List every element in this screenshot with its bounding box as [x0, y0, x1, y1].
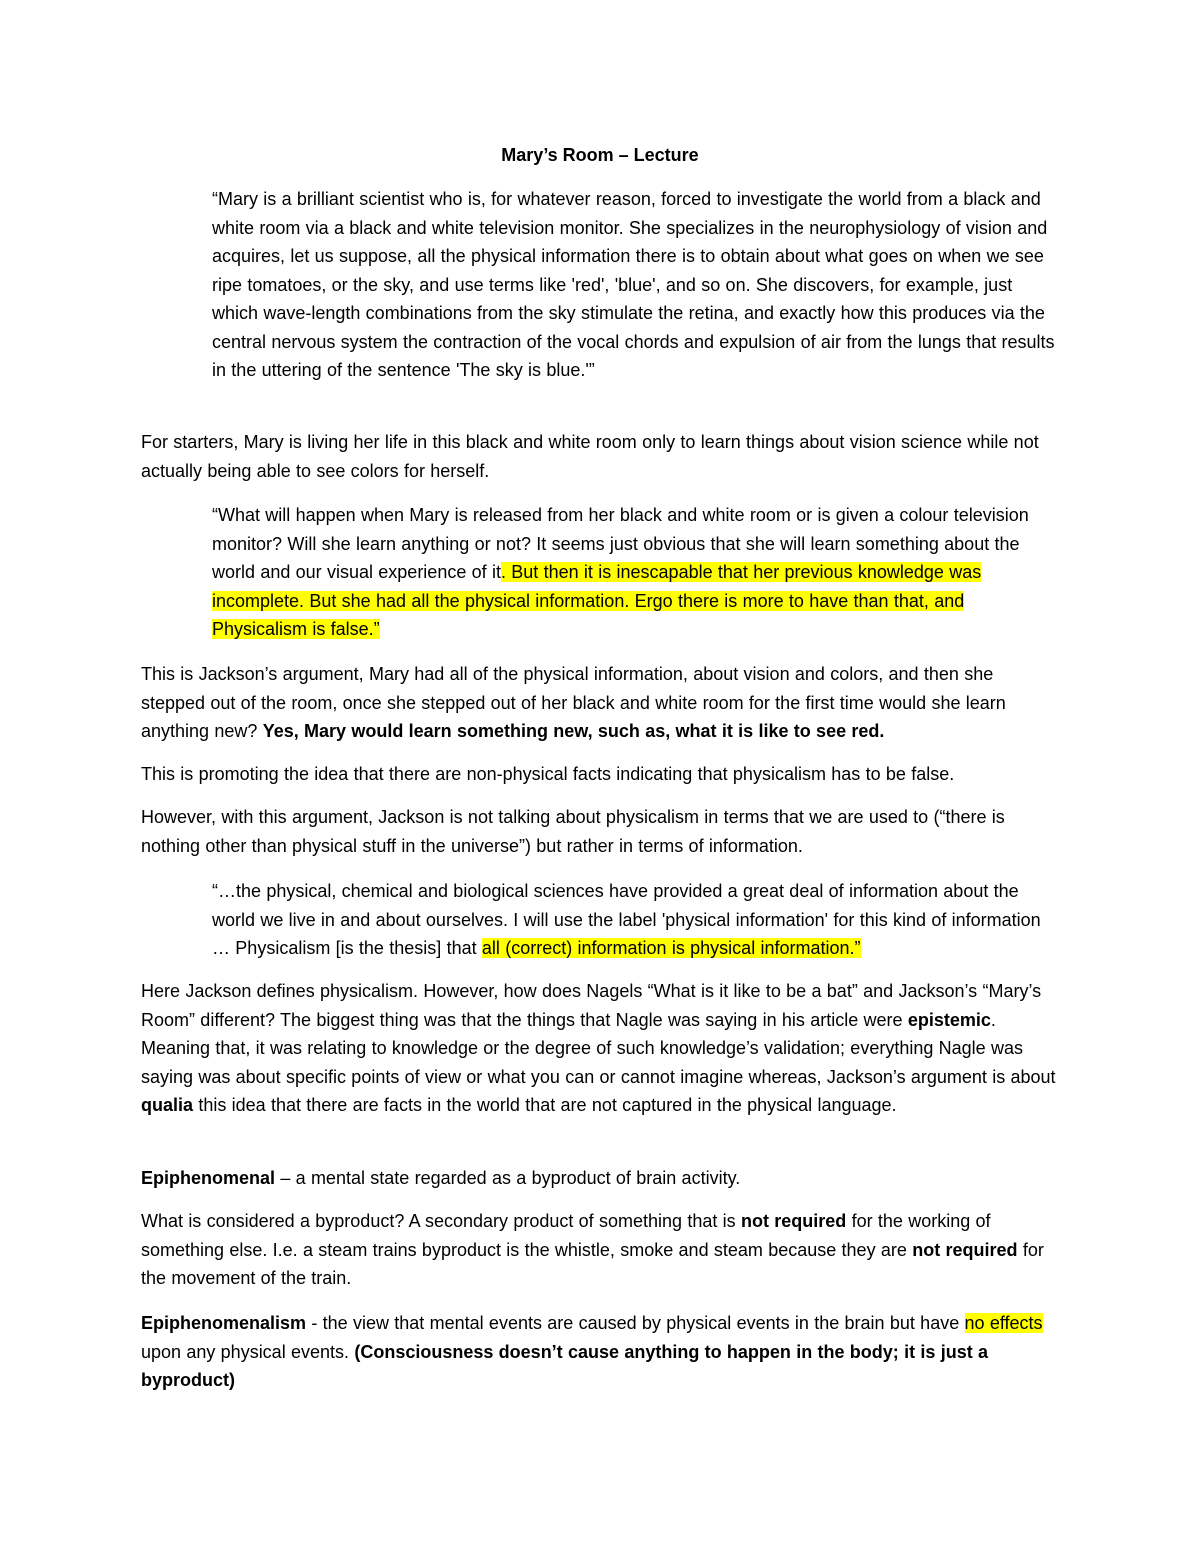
paragraph-text: for the movement of the train.: [141, 1239, 1044, 1288]
bold-text: not required: [912, 1239, 1018, 1260]
bold-text: not required: [740, 1211, 847, 1231]
document-title: Mary’s Room – Lecture: [501, 145, 699, 165]
quote-what-will-happen: [212, 501, 1062, 644]
definition-text: - the view that mental events are caused by physical events in the brain but have: [306, 1313, 965, 1333]
paragraph-text: this idea that there are facts in the world that are not captured in the physical language.: [193, 1095, 897, 1115]
definition-epiphenomenalism: [141, 1309, 1061, 1395]
paragraph-text: for the working of something else. I.e. a steam trains byproduct is the whistle, smoke and steam because they are: [141, 1211, 991, 1260]
quote-text: “…the physical, chemical and biological sciences have provided a great deal of information about the world we live in and about ourselves. I will use the label 'physical information' for this kind of information … Physicalism [is the thesis] that: [212, 881, 1041, 958]
term-epiphenomenalism: Epiphenomenalism: [141, 1313, 307, 1333]
term-epiphenomenal: Epiphenomenal: [141, 1168, 276, 1188]
bold-text: Yes, Mary would learn something new, such as, what it is like to see red: [262, 721, 880, 741]
definition-text: – a mental state regarded as a byproduct of brain activity.: [275, 1168, 741, 1188]
quote-physical-information: [212, 877, 1062, 963]
definition-text: upon any physical events.: [141, 1341, 355, 1362]
highlighted-text: . But then it is inescapable that her previous knowledge was incomplete. But she had all the physical information. Ergo there is more to have than that, and Physicalism is false.”: [212, 562, 982, 639]
paragraph-nagel-comparison: [141, 977, 1061, 1120]
highlighted-text: all (correct) information is physical information.”: [481, 938, 861, 958]
highlighted-text: no effects: [964, 1313, 1043, 1333]
bold-term-epistemic: epistemic: [907, 1009, 991, 1030]
paragraph-non-physical-facts: This is promoting the idea that there are non-physical facts indicating that physicalism has to be false.: [141, 764, 955, 784]
bold-term-qualia: qualia: [141, 1095, 194, 1115]
bold-text: (Consciousness doesn’t cause anything to happen in the body; it is just a byproduct): [141, 1341, 989, 1390]
bold-text: .: [879, 721, 885, 741]
paragraph-text: Here Jackson defines physicalism. However, how does Nagels “What is it like to be a bat” and Jackson’s “Mary’s Room” different? The biggest thing was that the things that Nagle was saying in his article were: [141, 981, 1042, 1030]
paragraph-text: . Meaning that, it was relating to knowledge or the degree of such knowledge’s validation; everything Nagle was saying was about specific points of view or what you can or cannot imagine whereas, Jackson’s argument is about: [141, 1009, 1056, 1087]
paragraph-text: This is Jackson’s argument, Mary had all of the physical information, about vision and colors, and then she stepped out of the room, once she stepped out of her black and white room for the first time would she learn anything new?: [141, 664, 1006, 741]
definition-epiphenomenal: [141, 1164, 1061, 1193]
paragraph-jacksons-argument: [141, 660, 1061, 746]
paragraph-for-starters: For starters, Mary is living her life in this black and white room only to learn things about vision science while not actually being able to see colors for herself.: [141, 432, 1039, 481]
quote-mary-description: “Mary is a brilliant scientist who is, for whatever reason, forced to investigate the world from a black and white room via a black and white television monitor. She specializes in the neurophysiology of vision and acquires, let us suppose, all the physical information there is to obtain about what goes on when we see ripe tomatoes, or the sky, and use terms like 'red', 'blue', and so on. She discovers, for example, just which wave-length combinations from the sky stimulate the retina, and exactly how this produces via the central nervous system the contraction of the vocal chords and expulsion of air from the lungs that results in the uttering of the sentence 'The sky is blue.'”: [212, 189, 1055, 380]
paragraph-text: What is considered a byproduct? A secondary product of something that is: [141, 1211, 741, 1231]
quote-text: “What will happen when Mary is released from her black and white room or is given a colour television monitor? Will she learn anything or not? It seems just obvious that she will learn something about the world and our visual experience of it: [212, 505, 1029, 582]
paragraph-however: However, with this argument, Jackson is not talking about physicalism in terms that we are used to (“there is nothing other than physical stuff in the universe”) but rather in terms of information.: [141, 807, 1005, 856]
paragraph-byproduct: [141, 1207, 1061, 1293]
